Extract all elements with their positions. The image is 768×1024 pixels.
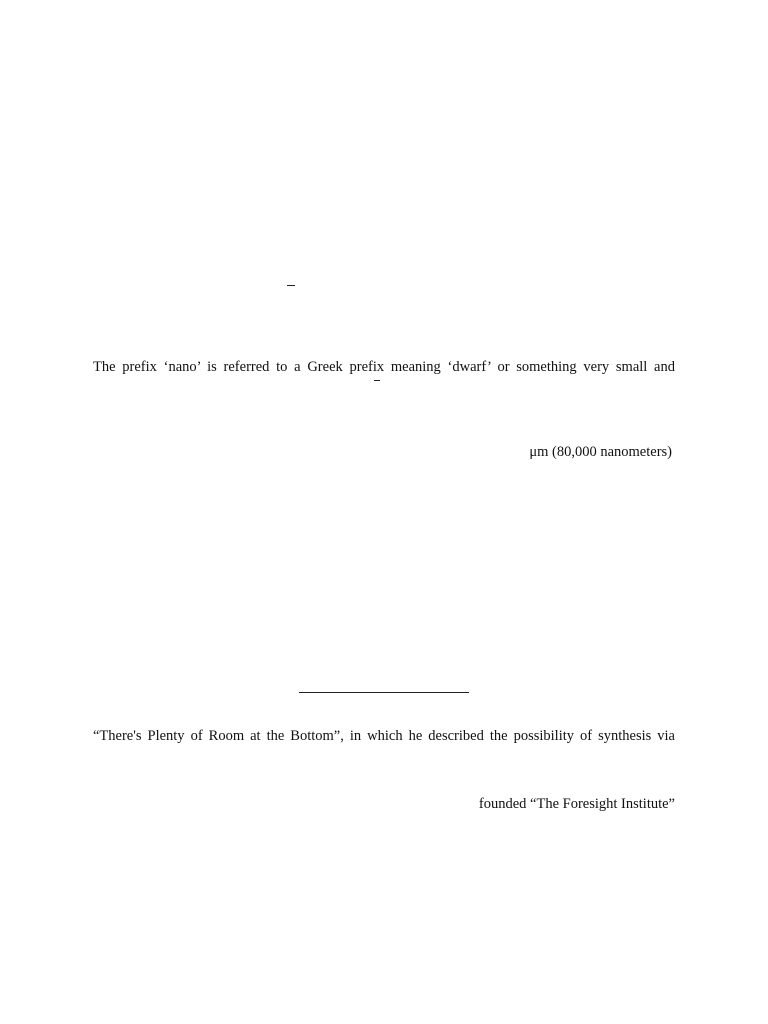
- nano-prefix-text-line: The prefix ‘nano’ is referred to a Greek prefix meaning ‘dwarf’ or something very small and: [93, 359, 675, 375]
- plenty-of-room-text-line: “There's Plenty of Room at the Bottom”, in which he described the possibility of synthesis via: [93, 728, 675, 744]
- dash-mark: [287, 285, 295, 286]
- foresight-institute-text-fragment: founded “The Foresight Institute”: [478, 796, 675, 812]
- footnote-separator-rule: [299, 692, 469, 693]
- macron-mark: [374, 380, 380, 381]
- micrometer-text-fragment: μm (80,000 nanometers): [529, 444, 672, 460]
